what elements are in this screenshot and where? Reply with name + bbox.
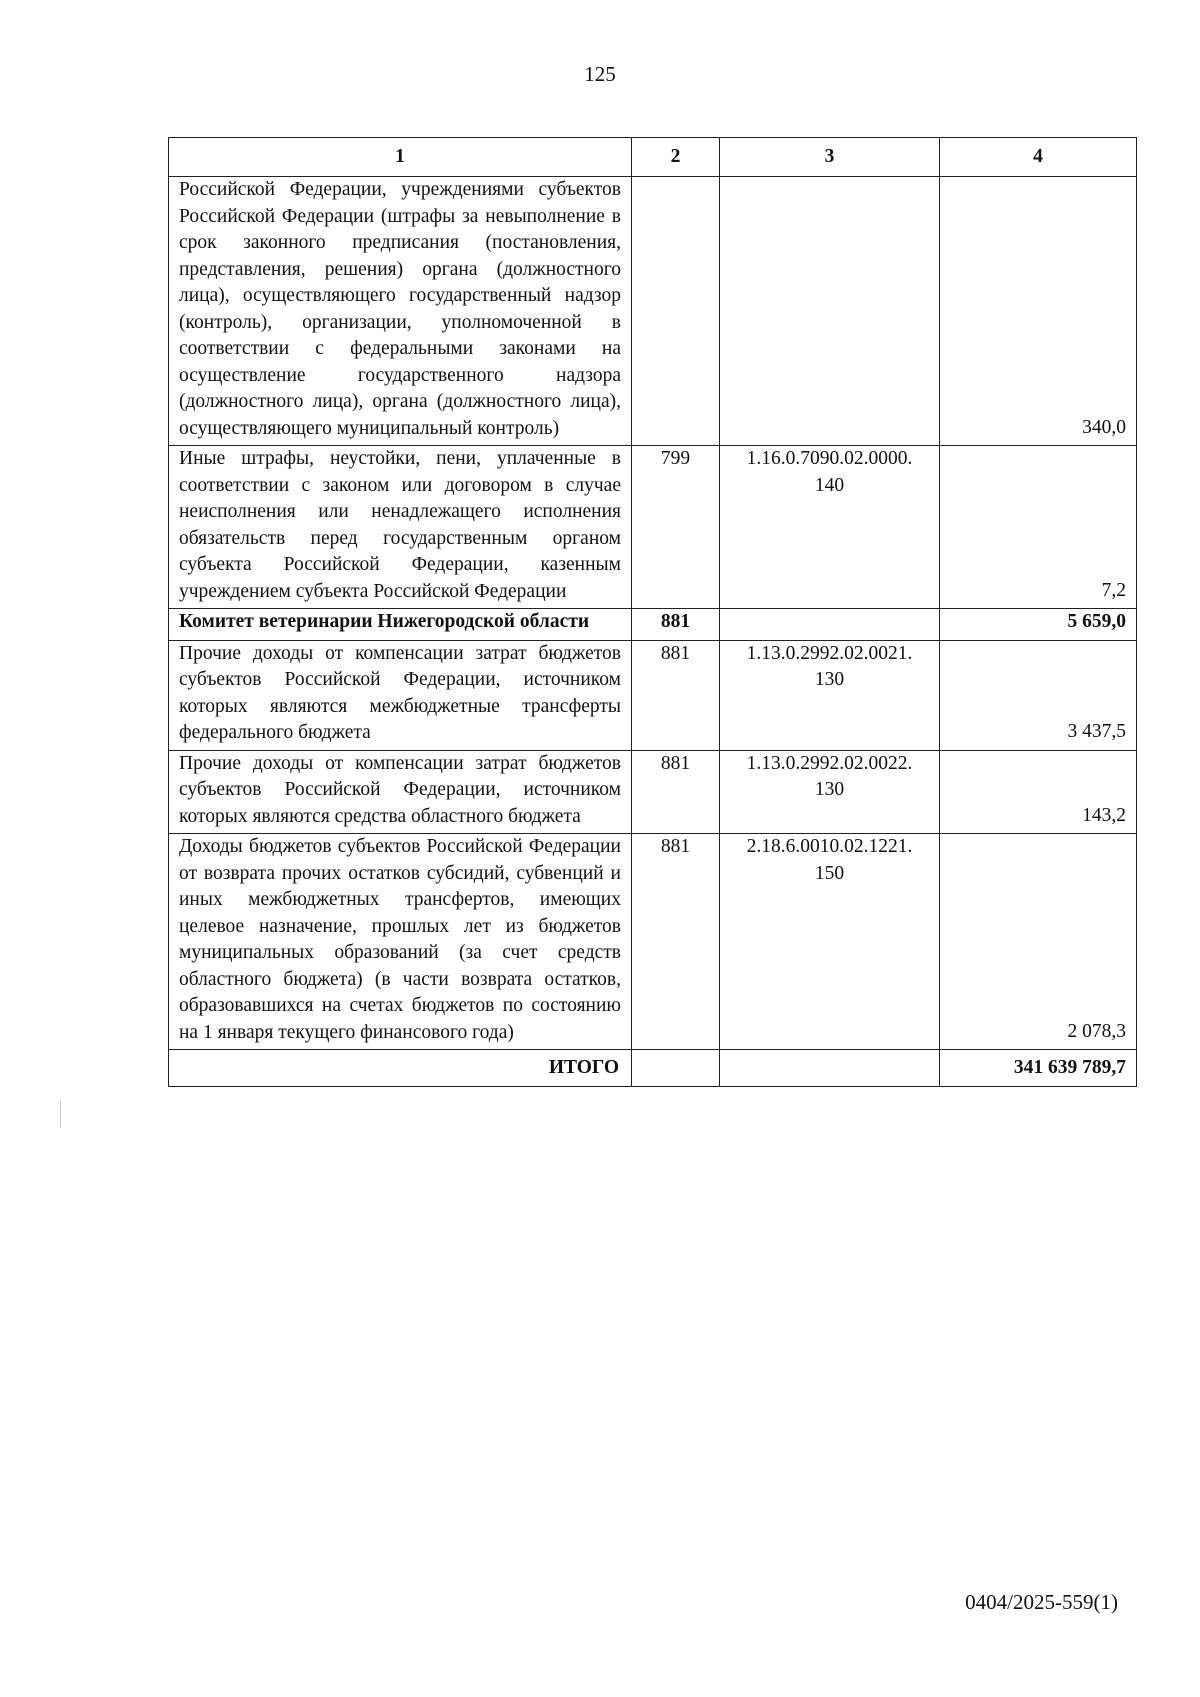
revenue-table [168, 137, 1137, 1087]
row-kbk-code [720, 640, 940, 750]
table-row-committee [169, 609, 1137, 641]
kbk-code-line-1: 2.18.6.0010.02.1221. [746, 836, 913, 857]
row-admin-code: 881 [632, 750, 720, 834]
margin-mark [60, 1100, 61, 1128]
kbk-code-line-2: 130 [814, 779, 845, 800]
kbk-code-line-1: 1.13.0.2992.02.0021. [746, 642, 913, 664]
row-admin-code: 881 [632, 640, 720, 750]
row-description: Прочие доходы от компенсации затрат бюджетов субъектов Российской Федерации, источником которых являются межбюджетные трансферты федерального бюджета [169, 640, 632, 750]
kbk-code-line-2: 150 [814, 862, 845, 884]
document-id: 0404/2025-559(1) [965, 1590, 1118, 1614]
row-description: Комитет ветеринарии Нижегородской области [169, 609, 632, 641]
header-col-2: 2 [632, 138, 720, 177]
row-amount: 2 078,3 [940, 834, 1137, 1050]
table-row [169, 177, 1137, 446]
row-kbk-code [720, 834, 940, 1050]
row-description: Российской Федерации, учреждениями субъектов Российской Федерации (штрафы за невыполнение в срок законного предписания (постановления, представления, решения) органа (должностного лица), осуществляющего государственный надзор (контроль), организации, уполномоченной в соответствии с федеральными законами на осуществление государственного надзора (должностного лица), органа (должностного лица), осуществляющего муниципальный контроль) [169, 177, 632, 446]
table-row [169, 750, 1137, 834]
row-description: Иные штрафы, неустойки, пени, уплаченные в соответствии с законом или договором в случае неисполнения или ненадлежащего исполнения обязательств перед государственным органом субъекта Российской Федерации, казенным учреждением субъекта Российской Федерации [169, 446, 632, 609]
row-kbk-code [720, 609, 940, 641]
row-amount: 5 659,0 [940, 609, 1137, 641]
kbk-code-line-1: 1.16.0.7090.02.0000. [746, 448, 913, 469]
header-col-3: 3 [720, 138, 940, 177]
row-amount: 340,0 [940, 177, 1137, 446]
row-admin-code: 881 [632, 834, 720, 1050]
row-description: Прочие доходы от компенсации затрат бюджетов субъектов Российской Федерации, источником которых являются средства областного бюджета [169, 750, 632, 834]
row-amount: 3 437,5 [940, 640, 1137, 750]
row-amount: 143,2 [940, 750, 1137, 834]
table-header-row [169, 138, 1137, 177]
table-row [169, 834, 1137, 1050]
row-description: Доходы бюджетов субъектов Российской Федерации от возврата прочих остатков субсидий, субвенций и иных межбюджетных трансфертов, имеющих целевое назначение, прошлых лет из бюджетов муниципальных образований (за счет средств областного бюджета) (в части возврата остатков, образовавшихся на счетах бюджетов по состоянию на 1 января текущего финансового года) [169, 834, 632, 1050]
revenue-table-container [168, 137, 1136, 1087]
kbk-code-line-2: 130 [814, 669, 845, 690]
row-admin-code: 799 [632, 446, 720, 609]
table-total-row [169, 1050, 1137, 1087]
total-empty-cell [720, 1050, 940, 1087]
total-amount: 341 639 789,7 [940, 1050, 1137, 1087]
row-admin-code [632, 177, 720, 446]
total-empty-cell [632, 1050, 720, 1087]
kbk-code-line-2: 140 [814, 474, 845, 496]
table-row [169, 446, 1137, 609]
row-kbk-code [720, 750, 940, 834]
header-col-1: 1 [169, 138, 632, 177]
total-label: ИТОГО [169, 1050, 632, 1087]
row-kbk-code [720, 446, 940, 609]
kbk-code-line-1: 1.13.0.2992.02.0022. [746, 752, 913, 774]
page-number: 125 [584, 62, 616, 86]
header-col-4: 4 [940, 138, 1137, 177]
row-admin-code: 881 [632, 609, 720, 641]
row-kbk-code [720, 177, 940, 446]
row-amount: 7,2 [940, 446, 1137, 609]
table-row [169, 640, 1137, 750]
